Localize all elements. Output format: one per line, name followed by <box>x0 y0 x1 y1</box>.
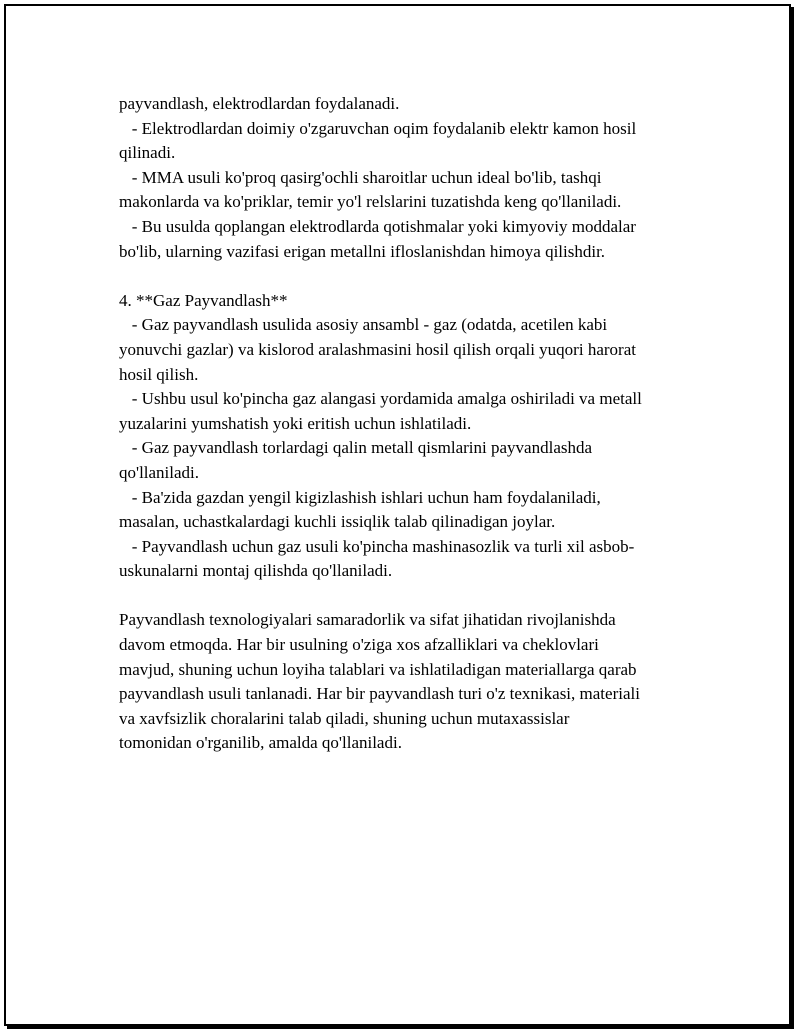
text-line: bo'lib, ularning vazifasi erigan metallni ifloslanishdan himoya qilishdir. <box>119 241 606 261</box>
text-line: - Ushbu usul ko'pincha gaz alangasi yordamida amalga oshiriladi va metall <box>119 389 642 409</box>
text-line: makonlarda va ko'priklar, temir yo'l relslarini tuzatishda keng qo'llaniladi. <box>119 192 622 212</box>
text-line: hosil qilish. <box>119 364 199 384</box>
text-line: va xavfsizlik choralarini talab qiladi, shuning uchun mutaxassislar <box>119 708 570 728</box>
text-line: - MMA usuli ko'proq qasirg'ochli sharoitlar uchun ideal bo'lib, tashqi <box>119 167 602 187</box>
text-line: - Gaz payvandlash torlardagi qalin metall qismlarini payvandlashda <box>119 438 593 458</box>
text-line: payvandlash usuli tanlanadi. Har bir payvandlash turi o'z texnikasi, materiali <box>119 684 640 704</box>
text-line: davom etmoqda. Har bir usulning o'ziga xos afzalliklari va cheklovlari <box>119 635 599 655</box>
text-line: qilinadi. <box>119 143 176 163</box>
text-line: payvandlash, elektrodlardan foydalanadi. <box>119 94 400 113</box>
text-line: - Elektrodlardan doimiy o'zgaruvchan oqim foydalanib elektr kamon hosil <box>119 118 637 138</box>
text-line: Payvandlash texnologiyalari samaradorlik va sifat jihatidan rivojlanishda <box>119 610 616 630</box>
text-line: - Gaz payvandlash usulida asosiy ansambl - gaz (odatda, acetilen kabi <box>119 315 608 335</box>
text-line: - Bu usulda qoplangan elektrodlarda qotishmalar yoki kimyoviy moddalar <box>119 216 636 236</box>
text-line: uskunalarni montaj qilishda qo'llaniladi. <box>119 561 393 581</box>
document-body <box>119 92 699 756</box>
paragraph-gap <box>119 264 699 289</box>
section-heading: 4. **Gaz Payvandlash** <box>119 290 288 310</box>
text-line: yuzalarini yumshatish yoki eritish uchun ishlatiladi. <box>119 413 472 433</box>
text-line: masalan, uchastkalardagi kuchli issiqlik talab qilinadigan joylar. <box>119 512 556 532</box>
text-line: mavjud, shuning uchun loyiha talablari va ishlatiladigan materiallarga qarab <box>119 659 637 679</box>
text-line: - Payvandlash uchun gaz usuli ko'pincha mashinasozlik va turli xil asbob- <box>119 536 635 556</box>
text-line: - Ba'zida gazdan yengil kigizlashish ishlari uchun ham foydalaniladi, <box>119 487 601 507</box>
text-line: qo'llaniladi. <box>119 462 200 482</box>
text-line: tomonidan o'rganilib, amalda qo'llaniladi. <box>119 733 402 753</box>
text-line: yonuvchi gazlar) va kislorod aralashmasini hosil qilish orqali yuqori harorat <box>119 339 636 359</box>
paragraph-gap <box>119 584 699 609</box>
